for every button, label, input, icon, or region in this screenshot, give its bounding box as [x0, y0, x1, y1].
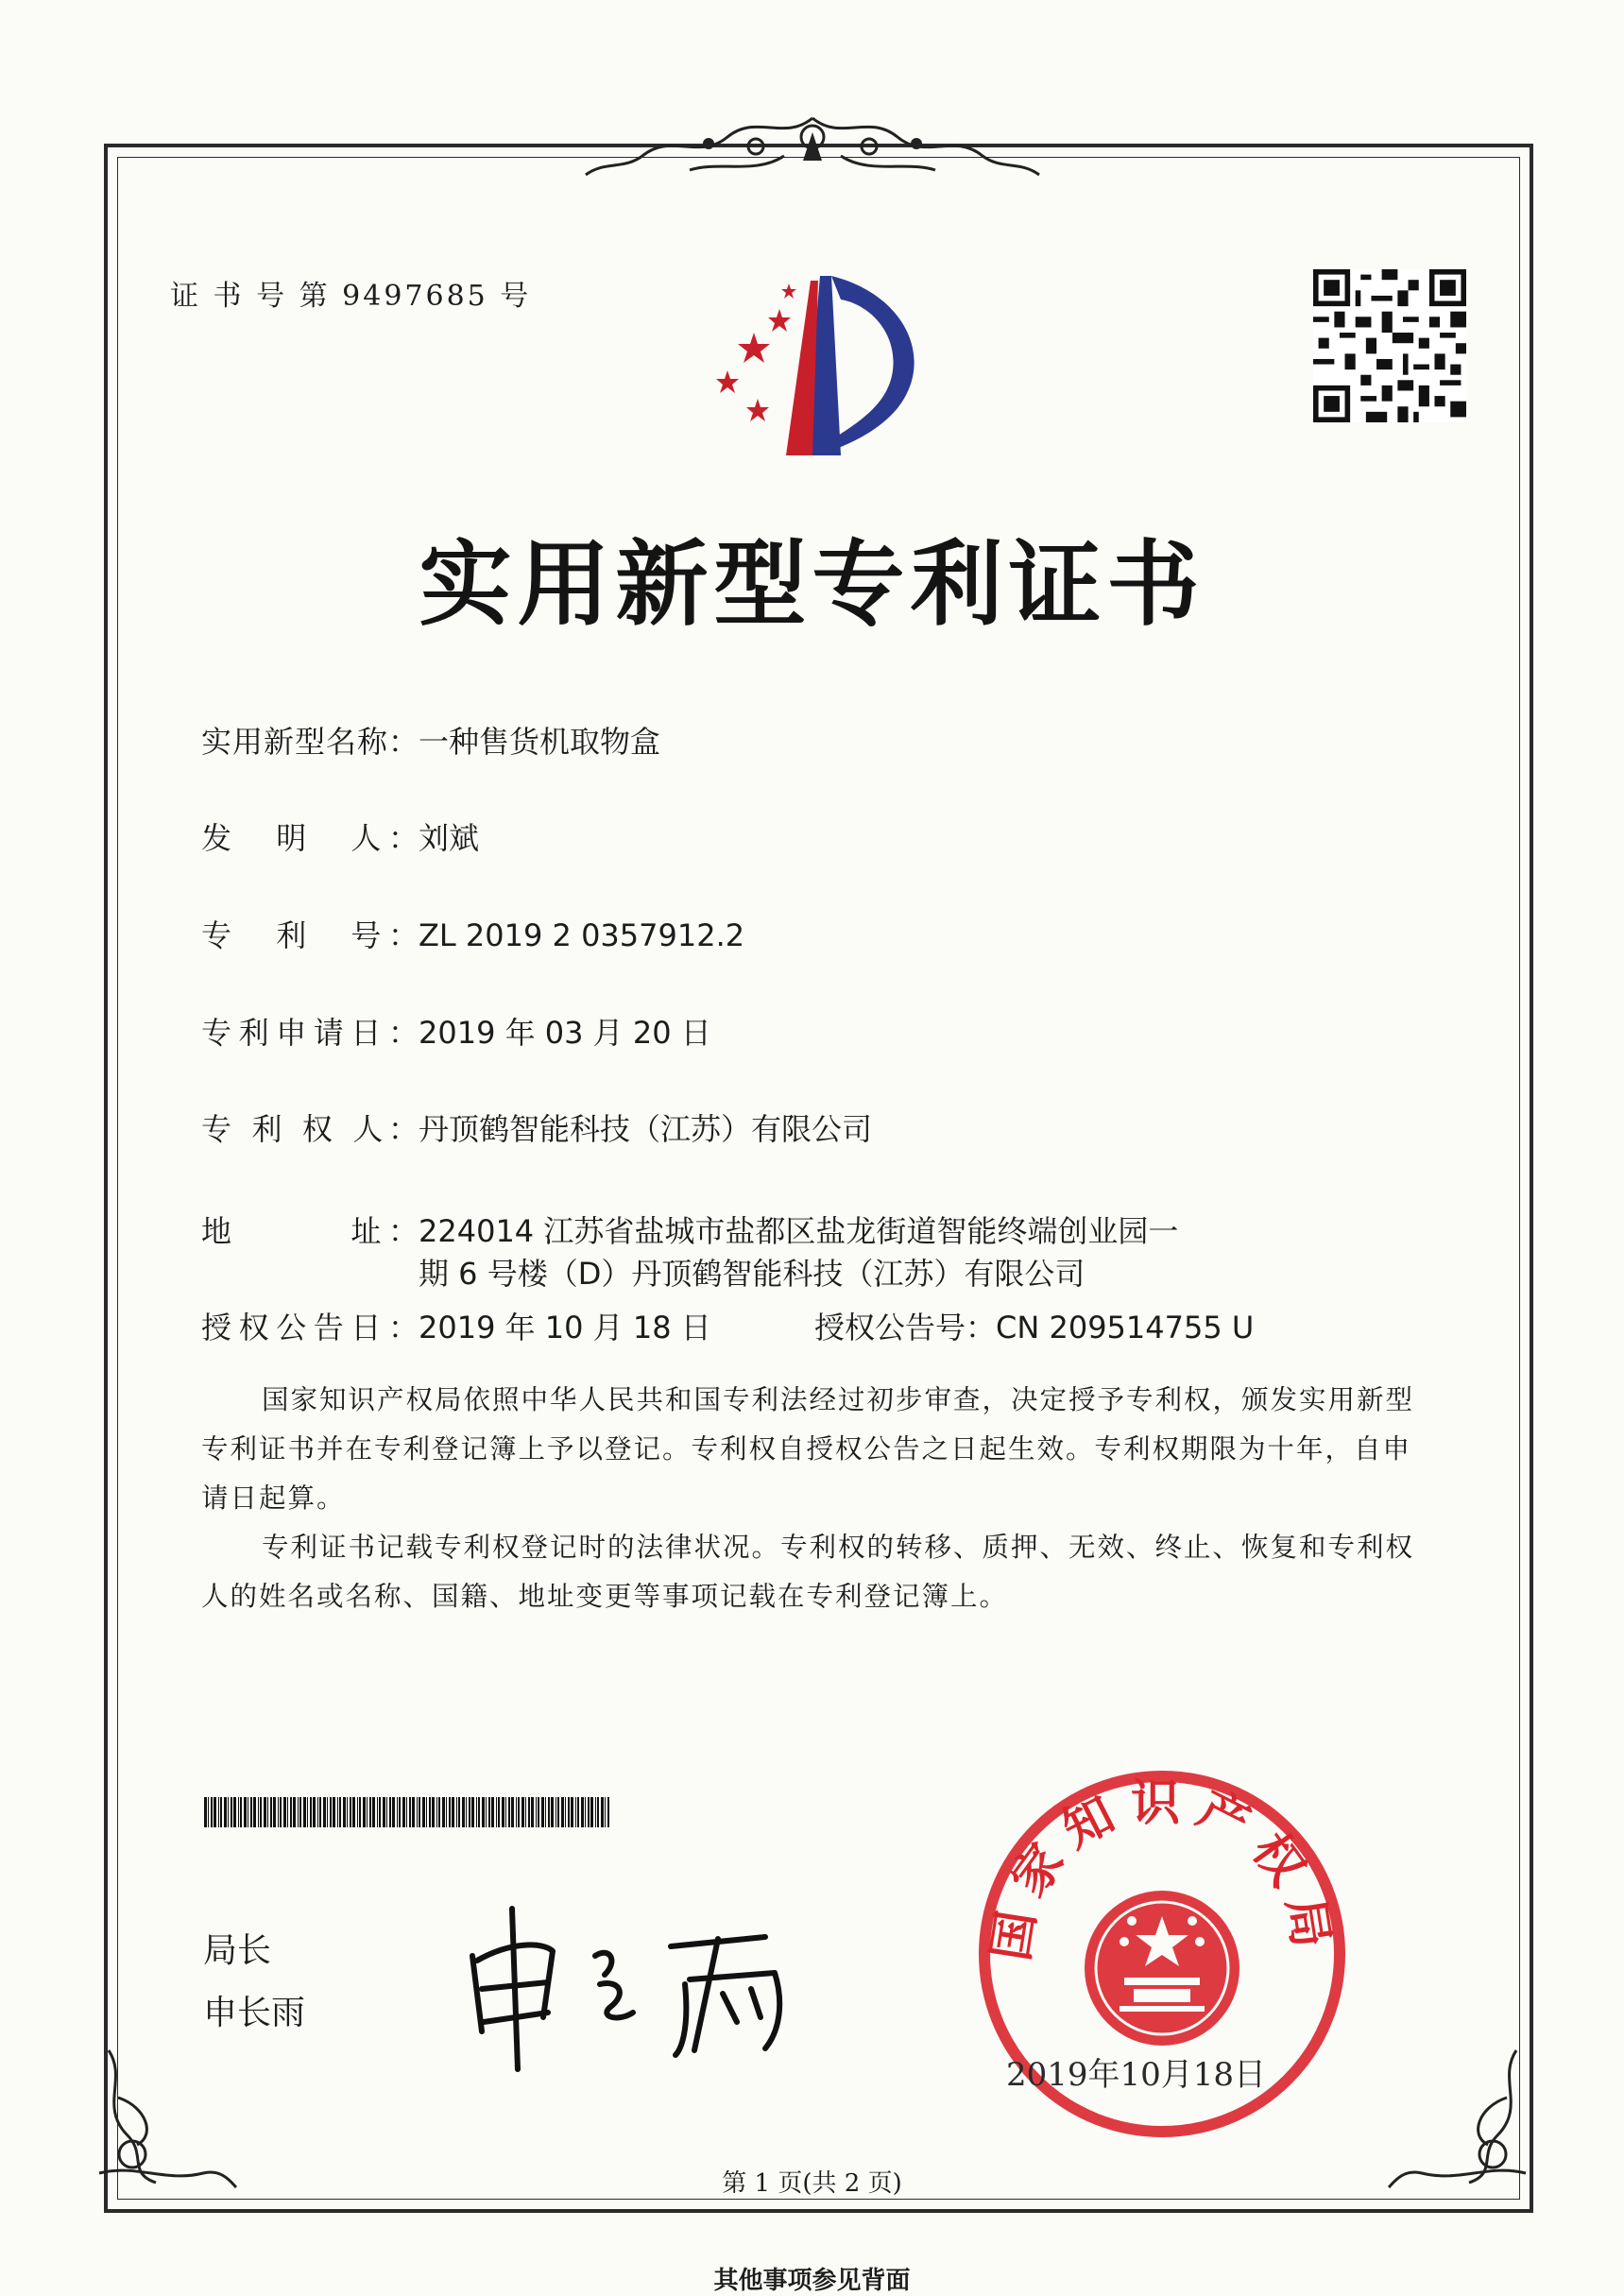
field-value: 224014 江苏省盐城市盐都区盐龙街道智能终端创业园一 [419, 1213, 1179, 1249]
field-label: 专 利 权 人： [201, 1111, 419, 1147]
barcode-icon [204, 1797, 612, 1827]
field-value: 2019 年 10 月 18 日 [419, 1310, 711, 1345]
certificate-number: 证 书 号 第 9497685 号 [170, 280, 532, 313]
signatory-title: 局长 [203, 1931, 272, 1970]
patentee-row [201, 1105, 872, 1149]
publication-number-row [814, 1304, 1254, 1347]
grant-date-row [201, 1304, 711, 1347]
inventor-row [201, 814, 479, 858]
utility-model-name-row [201, 718, 660, 762]
grant-statement [201, 1376, 1429, 1523]
seal-text: 国家知识产权局 [983, 1775, 1342, 1965]
top-ornament-icon [567, 104, 1058, 189]
field-label: 授权公告日： [201, 1310, 419, 1345]
address-line-2: 期 6 号楼（D）丹顶鹤智能科技（江苏）有限公司 [419, 1256, 1086, 1292]
seal-date: 2019年10月18日 [1006, 2056, 1267, 2094]
filing-date-row [201, 1009, 711, 1053]
field-value: 2019 年 03 月 20 日 [419, 1015, 711, 1051]
field-value: ZL 2019 2 0357912.2 [419, 917, 745, 953]
patent-office-logo-icon [699, 266, 945, 465]
paragraph-text: 国家知识产权局依照中华人民共和国专利法经过初步审查，决定授予专利权，颁发实用新型专利证书并在专利登记簿上予以登记。专利权自授权公告之日起生效。专利权期限为十年，自申请日起算。 [201, 1384, 1415, 1514]
field-label: 实用新型名称： [201, 724, 419, 760]
page-number: 第 1 页(共 2 页) [722, 2169, 902, 2198]
patent-number-row [201, 912, 744, 955]
page-title: 实用新型专利证书 [419, 530, 1205, 639]
legal-status-statement [201, 1523, 1429, 1621]
footer-note: 其他事项参见背面 [713, 2267, 911, 2295]
handwritten-signature [453, 1890, 812, 2079]
field-label: 地 址： [201, 1213, 419, 1249]
field-label: 专 利 号： [201, 917, 419, 953]
field-value: 丹顶鹤智能科技（江苏）有限公司 [419, 1111, 873, 1147]
field-value: 刘斌 [419, 820, 480, 856]
field-label: 专利申请日： [201, 1015, 419, 1051]
address-row [201, 1208, 1178, 1251]
signatory-name: 申长雨 [203, 1994, 306, 2032]
paragraph-text: 专利证书记载专利权登记时的法律状况。专利权的转移、质押、无效、终止、恢复和专利权人的姓名或名称、国籍、地址变更等事项记载在专利登记簿上。 [201, 1532, 1415, 1612]
field-value: 一种售货机取物盒 [419, 724, 661, 760]
field-label: 授权公告号： [814, 1310, 997, 1345]
field-value: CN 209514755 U [996, 1310, 1255, 1345]
qr-code-icon [1313, 269, 1466, 422]
field-label: 发 明 人： [201, 820, 419, 856]
